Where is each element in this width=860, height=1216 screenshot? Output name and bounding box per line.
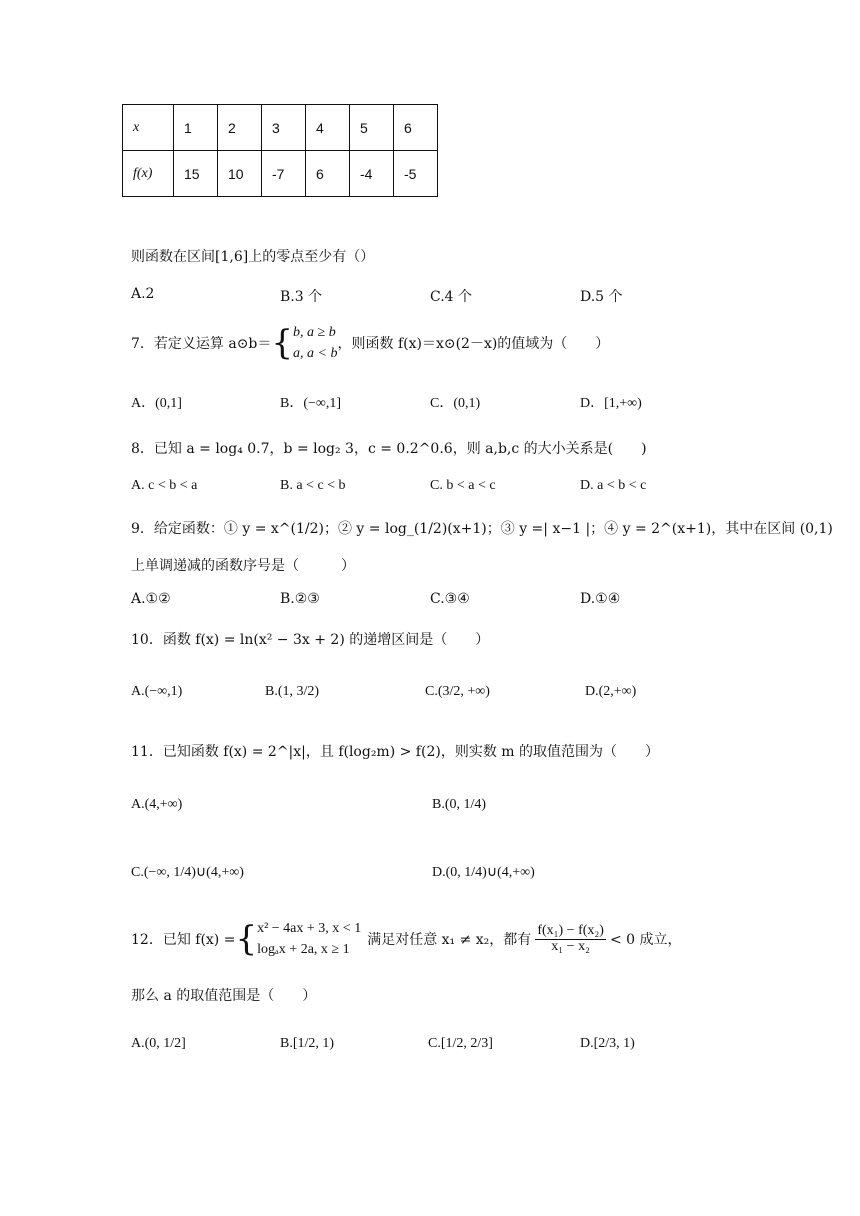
q12-frac-den: x₁ − x₂: [551, 938, 590, 954]
q6-option-c[interactable]: C.4 个: [430, 289, 473, 305]
table-cell: 6: [394, 105, 438, 151]
q9-option-c[interactable]: C.③④: [430, 591, 470, 607]
q12-tail: < 0 成立，: [609, 932, 682, 948]
q11-option-a[interactable]: A.(4,+∞): [131, 797, 183, 812]
q7-suffix: ，则函数 f(x)＝x⊙(2－x)的值域为（ ）: [337, 336, 610, 352]
value-table: [122, 104, 438, 197]
table-cell: 3: [262, 105, 306, 151]
table-row-x: [123, 105, 438, 151]
q12-cases: [257, 918, 361, 960]
q8-option-d[interactable]: D. a < b < c: [580, 478, 647, 493]
q12-case1: x² − 4ax + 3, x < 1: [257, 921, 362, 936]
q12-fraction: [535, 924, 606, 954]
brace-icon: {: [271, 323, 294, 363]
q8-option-a[interactable]: A. c < b < a: [131, 478, 198, 493]
q10-option-c[interactable]: C.(3/2, +∞): [425, 684, 490, 699]
q7-option-b[interactable]: B．(−∞,1]: [280, 396, 342, 411]
table-header-fx: f(x): [123, 151, 174, 197]
q11-text: 11．已知函数 f(x) = 2^|x|，且 f(log₂m) > f(2)，则实数 m 的取值范围为（ ）: [131, 744, 659, 760]
table-cell: 15: [174, 151, 218, 197]
q12-case2: logₐx + 2a, x ≥ 1: [257, 942, 350, 957]
q7-case2: a, a < b: [293, 346, 338, 361]
q8-text: 8．已知 a = log₄ 0.7，b = log₂ 3，c = 0.2^0.6，则 a,b,c 的大小关系是( ): [131, 441, 647, 457]
q12-frac-num: f(x₁) − f(x₂): [537, 922, 604, 938]
q8-option-b[interactable]: B. a < c < b: [280, 478, 346, 493]
q10-text: 10．函数 f(x) = ln(x² − 3x + 2) 的递增区间是（ ）: [131, 632, 490, 648]
table-cell: -4: [350, 151, 394, 197]
q10-option-a[interactable]: A.(−∞,1): [131, 684, 183, 699]
brace-icon: {: [235, 919, 258, 959]
q9-option-b[interactable]: B.②③: [280, 591, 320, 607]
q11-option-d[interactable]: D.(0, 1/4)∪(4,+∞): [432, 865, 535, 880]
table-cell: 1: [174, 105, 218, 151]
q12-mid: 满足对任意 x₁ ≠ x₂，都有: [367, 932, 532, 948]
q12-prefix: 12．已知 f(x) =: [131, 932, 236, 948]
q9-text-line1: 9．给定函数：① y = x^(1/2)；② y = log_(1/2)(x+1)；③ y =| x−1 |；④ y = 2^(x+1)，其中在区间 (0,1): [131, 521, 833, 537]
q11-option-b[interactable]: B.(0, 1/4): [432, 797, 487, 812]
q12-stem: [131, 918, 682, 960]
table-cell: 6: [306, 151, 350, 197]
table-cell: -7: [262, 151, 306, 197]
q12-text-line2: 那么 a 的取值范围是（ ）: [131, 988, 317, 1004]
q7-case1: b, a ≥ b: [293, 325, 336, 340]
q7-option-a[interactable]: A．(0,1]: [131, 396, 182, 411]
q6-option-d[interactable]: D.5 个: [580, 289, 623, 305]
table-cell: 10: [218, 151, 262, 197]
q9-text-line2: 上单调递减的函数序号是（ ）: [131, 558, 355, 574]
q9-option-d[interactable]: D.①④: [580, 591, 621, 607]
q6-option-a[interactable]: A.2: [131, 286, 155, 302]
q7-stem: [131, 322, 609, 364]
q8-option-c[interactable]: C. b < a < c: [430, 478, 496, 493]
q7-option-c[interactable]: C．(0,1): [430, 396, 481, 411]
table-cell: 2: [218, 105, 262, 151]
q7-cases: [293, 322, 337, 364]
q12-option-b[interactable]: B.[1/2, 1): [280, 1036, 335, 1051]
q6-option-b[interactable]: B.3 个: [280, 289, 323, 305]
q10-option-b[interactable]: B.(1, 3/2): [265, 684, 320, 699]
table-cell: 4: [306, 105, 350, 151]
q7-prefix: 7．若定义运算 a⊙b＝: [131, 336, 272, 352]
q12-option-a[interactable]: A.(0, 1/2]: [131, 1036, 186, 1051]
q11-option-c[interactable]: C.(−∞, 1/4)∪(4,+∞): [131, 865, 244, 880]
table-cell: -5: [394, 151, 438, 197]
q6-text: 则函数在区间[1,6]上的零点至少有（）: [131, 249, 375, 265]
q12-option-c[interactable]: C.[1/2, 2/3]: [428, 1036, 493, 1051]
table-cell: 5: [350, 105, 394, 151]
table-row-fx: [123, 151, 438, 197]
q9-option-a[interactable]: A.①②: [131, 591, 171, 607]
q10-option-d[interactable]: D.(2,+∞): [585, 684, 637, 699]
table-header-x: x: [123, 105, 174, 151]
q12-option-d[interactable]: D.[2/3, 1): [580, 1036, 635, 1051]
q7-option-d[interactable]: D．[1,+∞): [580, 396, 642, 411]
